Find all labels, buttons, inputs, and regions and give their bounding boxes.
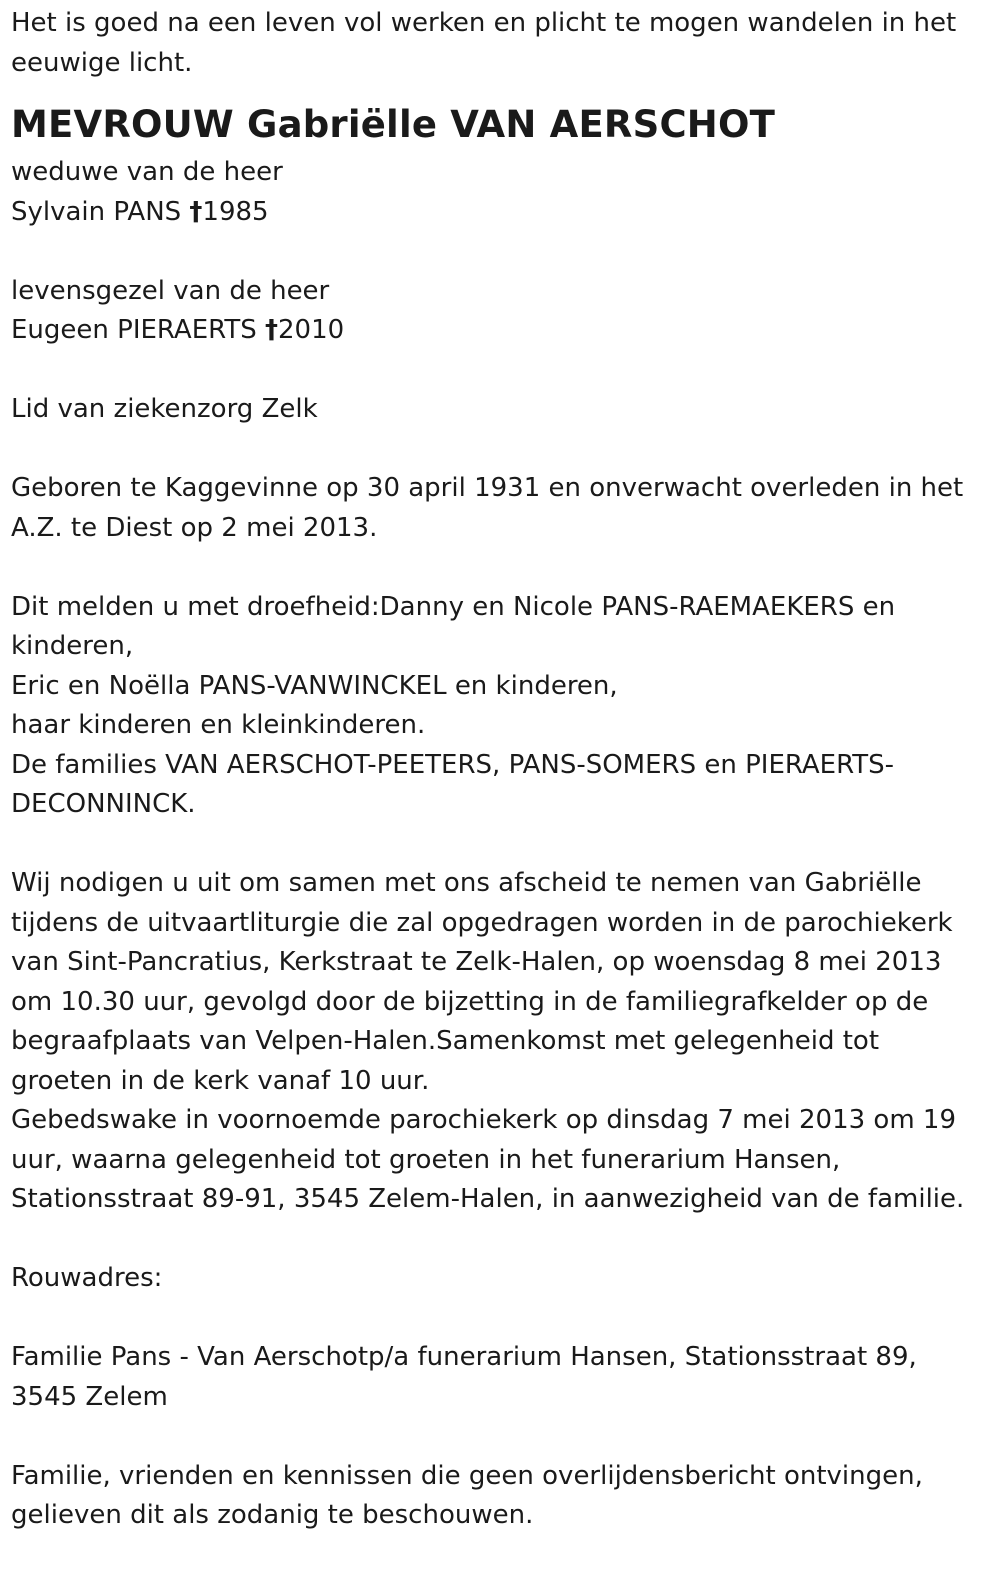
closing-block — [11, 1457, 986, 1536]
announcement-line: De families VAN AERSCHOT-PEETERS, PANS-SOMERS en PIERAERTS- — [11, 749, 895, 780]
cross-icon: † — [189, 196, 203, 227]
spouse-death-year: 1985 — [202, 196, 269, 227]
membership: Lid van ziekenzorg Zelk — [11, 394, 318, 424]
intro-line: eeuwige licht. — [11, 47, 193, 78]
partner-line — [11, 311, 986, 351]
mourning-address-line: 3545 Zelem — [11, 1381, 168, 1412]
ceremony-line: Stationsstraat 89-91, 3545 Zelem-Halen, in aanwezigheid van de familie. — [11, 1184, 965, 1214]
announcement-line: kinderen, — [11, 631, 134, 661]
cross-icon: † — [264, 315, 278, 345]
spouse-name: Sylvain PANS — [11, 196, 182, 227]
partner-block — [11, 272, 986, 351]
deceased-name: MEVROUW Gabriëlle VAN AERSCHOT — [11, 103, 776, 146]
announcement-line: haar kinderen en kleinkinderen. — [11, 710, 426, 740]
ceremony-line: van Sint-Pancratius, Kerkstraat te Zelk-Halen, op woensdag 8 mei 2013 — [11, 947, 942, 977]
spouse-line — [11, 193, 986, 233]
partner-death-year: 2010 — [277, 315, 345, 345]
ceremony-block — [11, 864, 986, 1220]
ceremony-line: Wij nodigen u uit om samen met ons afscheid te nemen van Gabriëlle — [11, 868, 922, 898]
birth-death-line: Geboren te Kaggevinne op 30 april 1931 en onverwacht overleden in het — [11, 473, 964, 503]
closing-line: Familie, vrienden en kennissen die geen overlijdensbericht ontvingen, — [11, 1460, 923, 1491]
mourning-address-block — [11, 1338, 986, 1417]
closing-line: gelieven dit als zodanig te beschouwen. — [11, 1500, 534, 1530]
announcement-line: DECONNINCK. — [11, 789, 196, 819]
partner-name: Eugeen PIERAERTS — [11, 315, 257, 345]
intro-line: Het is goed na een leven vol werken en plicht te mogen wandelen in het — [11, 8, 957, 38]
partner-relation: levensgezel van de heer — [11, 275, 330, 306]
mourning-address-label: Rouwadres: — [11, 1263, 163, 1293]
birth-death-block — [11, 469, 986, 548]
spouse-block — [11, 153, 986, 232]
ceremony-line: begraafplaats van Velpen-Halen.Samenkomst met gelegenheid tot — [11, 1026, 880, 1056]
mourning-address-line: Familie Pans - Van Aerschotp/a funerarium Hansen, Stationsstraat 89, — [11, 1342, 917, 1372]
spouse-relation: weduwe van de heer — [11, 157, 283, 187]
announcement-line: Dit melden u met droefheid:Danny en Nicole PANS-RAEMAEKERS en — [11, 591, 896, 622]
birth-death-line: A.Z. te Diest op 2 mei 2013. — [11, 512, 378, 543]
ceremony-line: om 10.30 uur, gevolgd door de bijzetting in de familiegrafkelder op de — [11, 986, 929, 1017]
ceremony-line: groeten in de kerk vanaf 10 uur. — [11, 1065, 430, 1096]
ceremony-line: Gebedswake in voornoemde parochiekerk op dinsdag 7 mei 2013 om 19 — [11, 1105, 957, 1135]
ceremony-line: uur, waarna gelegenheid tot groeten in het funerarium Hansen, — [11, 1144, 841, 1175]
announcement-block — [11, 588, 986, 825]
intro-quote — [11, 4, 986, 83]
announcement-line: Eric en Noëlla PANS-VANWINCKEL en kinderen, — [11, 670, 618, 701]
ceremony-line: tijdens de uitvaartliturgie die zal opgedragen worden in de parochiekerk — [11, 907, 953, 938]
obituary-notice — [11, 4, 986, 1536]
